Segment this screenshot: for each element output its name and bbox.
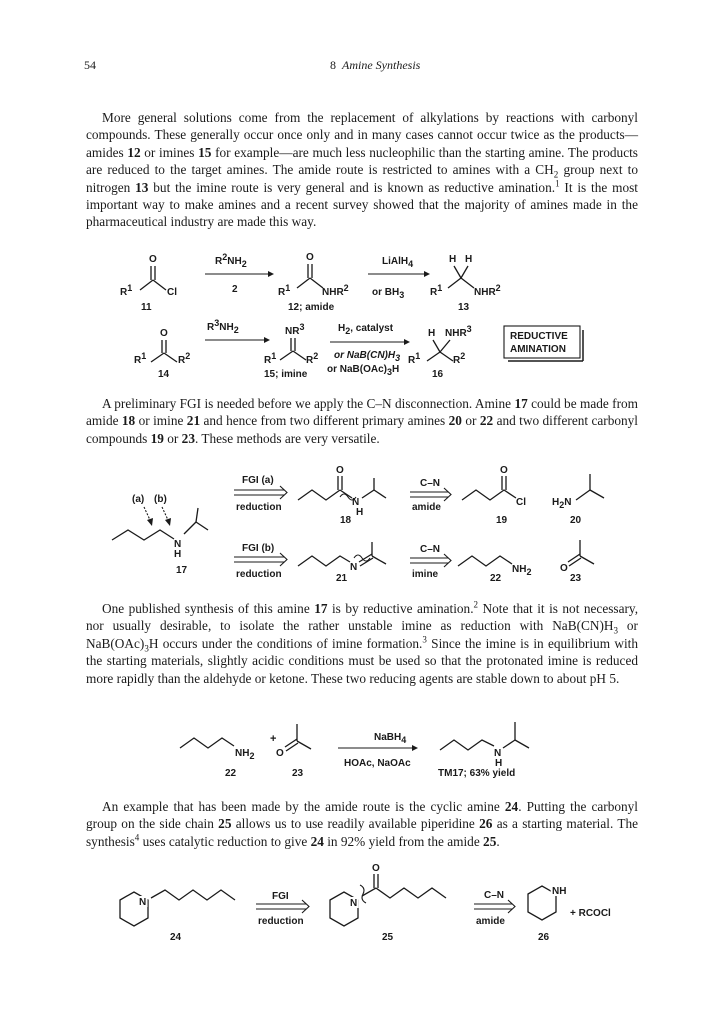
amine-22-reactant xyxy=(180,738,254,779)
svg-text:NH: NH xyxy=(552,886,567,897)
isopropylamine-20 xyxy=(552,474,604,526)
paragraph-4: An example that has been made by the amide route is the cyclic amine 24. Putting the carbonyl group on the side chain 25 allows us to use readily available piperidine 26 as a starting material. The synthesis$^4$ uses catalytic reduction to give 24 in 92% yield from the amide 25. xyxy=(86,799,639,849)
r1-label: R1 xyxy=(134,351,147,366)
reagent-nabcnh3: or NaB(CN)H3 xyxy=(334,350,401,363)
svg-text:N: N xyxy=(350,898,358,909)
nhr2-label: NHR2 xyxy=(322,283,349,298)
compound-24-label: 24 xyxy=(170,932,182,943)
acetone-23-reactant xyxy=(276,724,311,779)
amine-17 xyxy=(112,494,208,576)
svg-text:reduction: reduction xyxy=(258,916,304,927)
paragraph-3: One published synthesis of this amine 17 is by reductive amination.$^2$ Note that it is not necessary, nor usually desirable, to isolate the rather unstable imine as reduction with $NaB(CN)H_3$ or $NaB(OAc)_3H$ occurs under the conditions of imine formation.$^3$ Since the imine is in equilibrium with the starting materials, slightly acidic conditions must be used so that the protonated imine is reduced more rapidly than the aldehyde or ketone. These two reducing agents are stable down to about pH 5. xyxy=(86,599,639,686)
product-label: TM17; 63% yield xyxy=(438,768,516,779)
compound-23-label: 23 xyxy=(570,573,582,584)
r1-label: R1 xyxy=(408,351,421,366)
chapter-title: Amine Synthesis xyxy=(342,58,421,72)
reductive-amination-box xyxy=(504,326,583,361)
fgi-a-arrow xyxy=(234,475,287,513)
acyl-chloride-label: + RCOCl xyxy=(570,908,611,919)
svg-text:H: H xyxy=(174,549,182,560)
atom-label: O xyxy=(306,252,314,263)
compound-26-label: 26 xyxy=(538,932,550,943)
box-line-2: AMINATION xyxy=(510,344,566,355)
cl-label: Cl xyxy=(167,287,177,298)
compound-17-label: 17 xyxy=(176,565,188,576)
svg-text:imine: imine xyxy=(412,569,439,580)
r2-label: R2 xyxy=(306,351,319,366)
h2n-label: H2N xyxy=(552,497,572,510)
scheme-piperidine-synthesis xyxy=(0,860,728,955)
amine-16 xyxy=(408,324,472,380)
arrow-amine-2 xyxy=(205,318,270,343)
compound-22-label: 22 xyxy=(490,573,502,584)
cn-amide-arrow xyxy=(474,890,515,927)
amide-12 xyxy=(278,252,349,313)
compound-21-label: 21 xyxy=(336,573,348,584)
compound-12-label: 12; amide xyxy=(288,302,335,313)
acid-chloride-11 xyxy=(120,254,177,313)
box-line-1: REDUCTIVE xyxy=(510,331,568,342)
arrow-lialh4 xyxy=(368,256,430,300)
svg-text:N: N xyxy=(352,497,360,508)
paragraph-2: A preliminary FGI is needed before we apply the C–N disconnection. Amine 17 could be made from amide 18 or imine 21 and hence from two different primary amines 20 or 22 and two different carbonyl compounds 19 or 23. These methods are very versatile. xyxy=(86,396,638,446)
svg-text:FGI: FGI xyxy=(272,891,289,902)
compound-20-label: 20 xyxy=(570,515,582,526)
svg-text:C–N: C–N xyxy=(420,478,441,489)
svg-text:O: O xyxy=(160,328,168,339)
compound-11-label: 11 xyxy=(141,302,152,313)
compound-13-label: 13 xyxy=(458,302,470,313)
nh2-label: NH2 xyxy=(512,564,532,577)
piperidine-26 xyxy=(528,886,611,943)
r2-label: R2 xyxy=(453,351,466,366)
plus-sign: + xyxy=(270,733,277,745)
amine-24 xyxy=(120,890,235,943)
atom-label: O xyxy=(149,254,157,265)
acetone-23 xyxy=(560,540,594,584)
svg-text:amide: amide xyxy=(412,502,441,513)
label-a: (a) xyxy=(132,494,145,505)
label-b: (b) xyxy=(154,494,167,505)
running-header xyxy=(330,58,420,73)
svg-text:reduction: reduction xyxy=(236,569,282,580)
compound-22-label: 22 xyxy=(225,768,237,779)
product-tm17 xyxy=(438,722,529,779)
acid-chloride-19 xyxy=(462,465,526,526)
compound-14-label: 14 xyxy=(158,369,170,380)
svg-text:O: O xyxy=(372,863,380,874)
svg-text:H: H xyxy=(495,758,503,769)
amine-13 xyxy=(430,254,501,313)
r1-label: R1 xyxy=(430,283,443,298)
r1-label: R1 xyxy=(264,351,277,366)
svg-text:H: H xyxy=(465,254,473,265)
svg-text:O: O xyxy=(276,748,284,759)
arrow-nabh4 xyxy=(338,732,418,769)
nhr3-label: NHR3 xyxy=(445,324,472,339)
svg-text:H: H xyxy=(449,254,457,265)
reagent-bh3: or BH3 xyxy=(372,287,405,300)
svg-text:N: N xyxy=(350,562,358,573)
r1-label: R1 xyxy=(120,283,133,298)
page-number: 54 xyxy=(84,58,96,72)
reagent-nabh4: NaBH4 xyxy=(374,732,407,745)
ketone-14 xyxy=(134,328,190,380)
fgi-b-arrow xyxy=(234,543,287,580)
nhr2-label: NHR2 xyxy=(474,283,501,298)
svg-text:H: H xyxy=(428,328,436,339)
svg-text:N: N xyxy=(494,748,502,759)
svg-text:C–N: C–N xyxy=(420,544,441,555)
svg-text:C–N: C–N xyxy=(484,890,505,901)
svg-text:reduction: reduction xyxy=(236,502,282,513)
svg-text:O: O xyxy=(500,465,508,476)
reagent-hoac: HOAc, NaOAc xyxy=(344,758,411,769)
svg-text:Cl: Cl xyxy=(516,497,526,508)
reagent-2-label: 2 xyxy=(232,284,238,295)
fgi-reduction-arrow xyxy=(256,891,309,927)
compound-15-label: 15; imine xyxy=(264,369,308,380)
r1-label: R1 xyxy=(278,283,291,298)
imine-15 xyxy=(264,322,318,380)
cn-amide-arrow xyxy=(410,478,451,513)
svg-text:N: N xyxy=(174,539,182,550)
reagent-nabacoh: or NaB(OAc)3H xyxy=(327,364,400,377)
scheme-reductive-amination-example xyxy=(0,718,728,788)
nr3-label: NR3 xyxy=(285,322,305,337)
compound-16-label: 16 xyxy=(432,369,444,380)
svg-text:N: N xyxy=(139,897,147,908)
amine-22 xyxy=(458,556,531,584)
svg-text:H: H xyxy=(356,507,364,518)
compound-23-label: 23 xyxy=(292,768,304,779)
arrow-amine xyxy=(205,252,274,295)
svg-text:FGI (a): FGI (a) xyxy=(242,475,274,486)
svg-text:FGI (b): FGI (b) xyxy=(242,543,275,554)
nh2-label: NH2 xyxy=(235,748,255,761)
scheme-disconnection-of-17 xyxy=(0,460,728,585)
scheme-amide-and-imine-routes xyxy=(0,250,728,380)
compound-18-label: 18 xyxy=(340,515,352,526)
amide-18 xyxy=(298,465,386,526)
r2-label: R2 xyxy=(178,351,191,366)
svg-text:O: O xyxy=(336,465,344,476)
arrow-reduction xyxy=(327,323,410,377)
reagent-r2nh2: R2NH2 xyxy=(215,252,247,269)
chapter-number: 8 xyxy=(330,58,336,72)
svg-text:O: O xyxy=(560,563,568,574)
reagent-lialh4: LiAlH4 xyxy=(382,256,414,269)
amide-25 xyxy=(330,863,446,943)
svg-text:amide: amide xyxy=(476,916,505,927)
imine-21 xyxy=(298,542,386,584)
compound-19-label: 19 xyxy=(496,515,508,526)
reagent-r3nh2: R3NH2 xyxy=(207,318,239,335)
paragraph-1: More general solutions come from the replacement of alkylations by reactions with carbonyl compounds. These generally occur once only and in many cases cannot occur twice as the products—amides 12 or imines 15 for example—are much less nucleophilic than the starting amine. The products are reduced to the target amines. The amide route is restricted to amines with a $CH_2$ group next to nitrogen 13 but the imine route is very general and is known as reductive amination.$^1$ It is the most important way to make amines and a recent survey showed that the majority of amines made in the pharmaceutical industry are made this way. xyxy=(86,110,639,230)
compound-25-label: 25 xyxy=(382,932,394,943)
reagent-h2-catalyst: H2, catalyst xyxy=(338,323,394,336)
cn-imine-arrow xyxy=(410,544,451,580)
